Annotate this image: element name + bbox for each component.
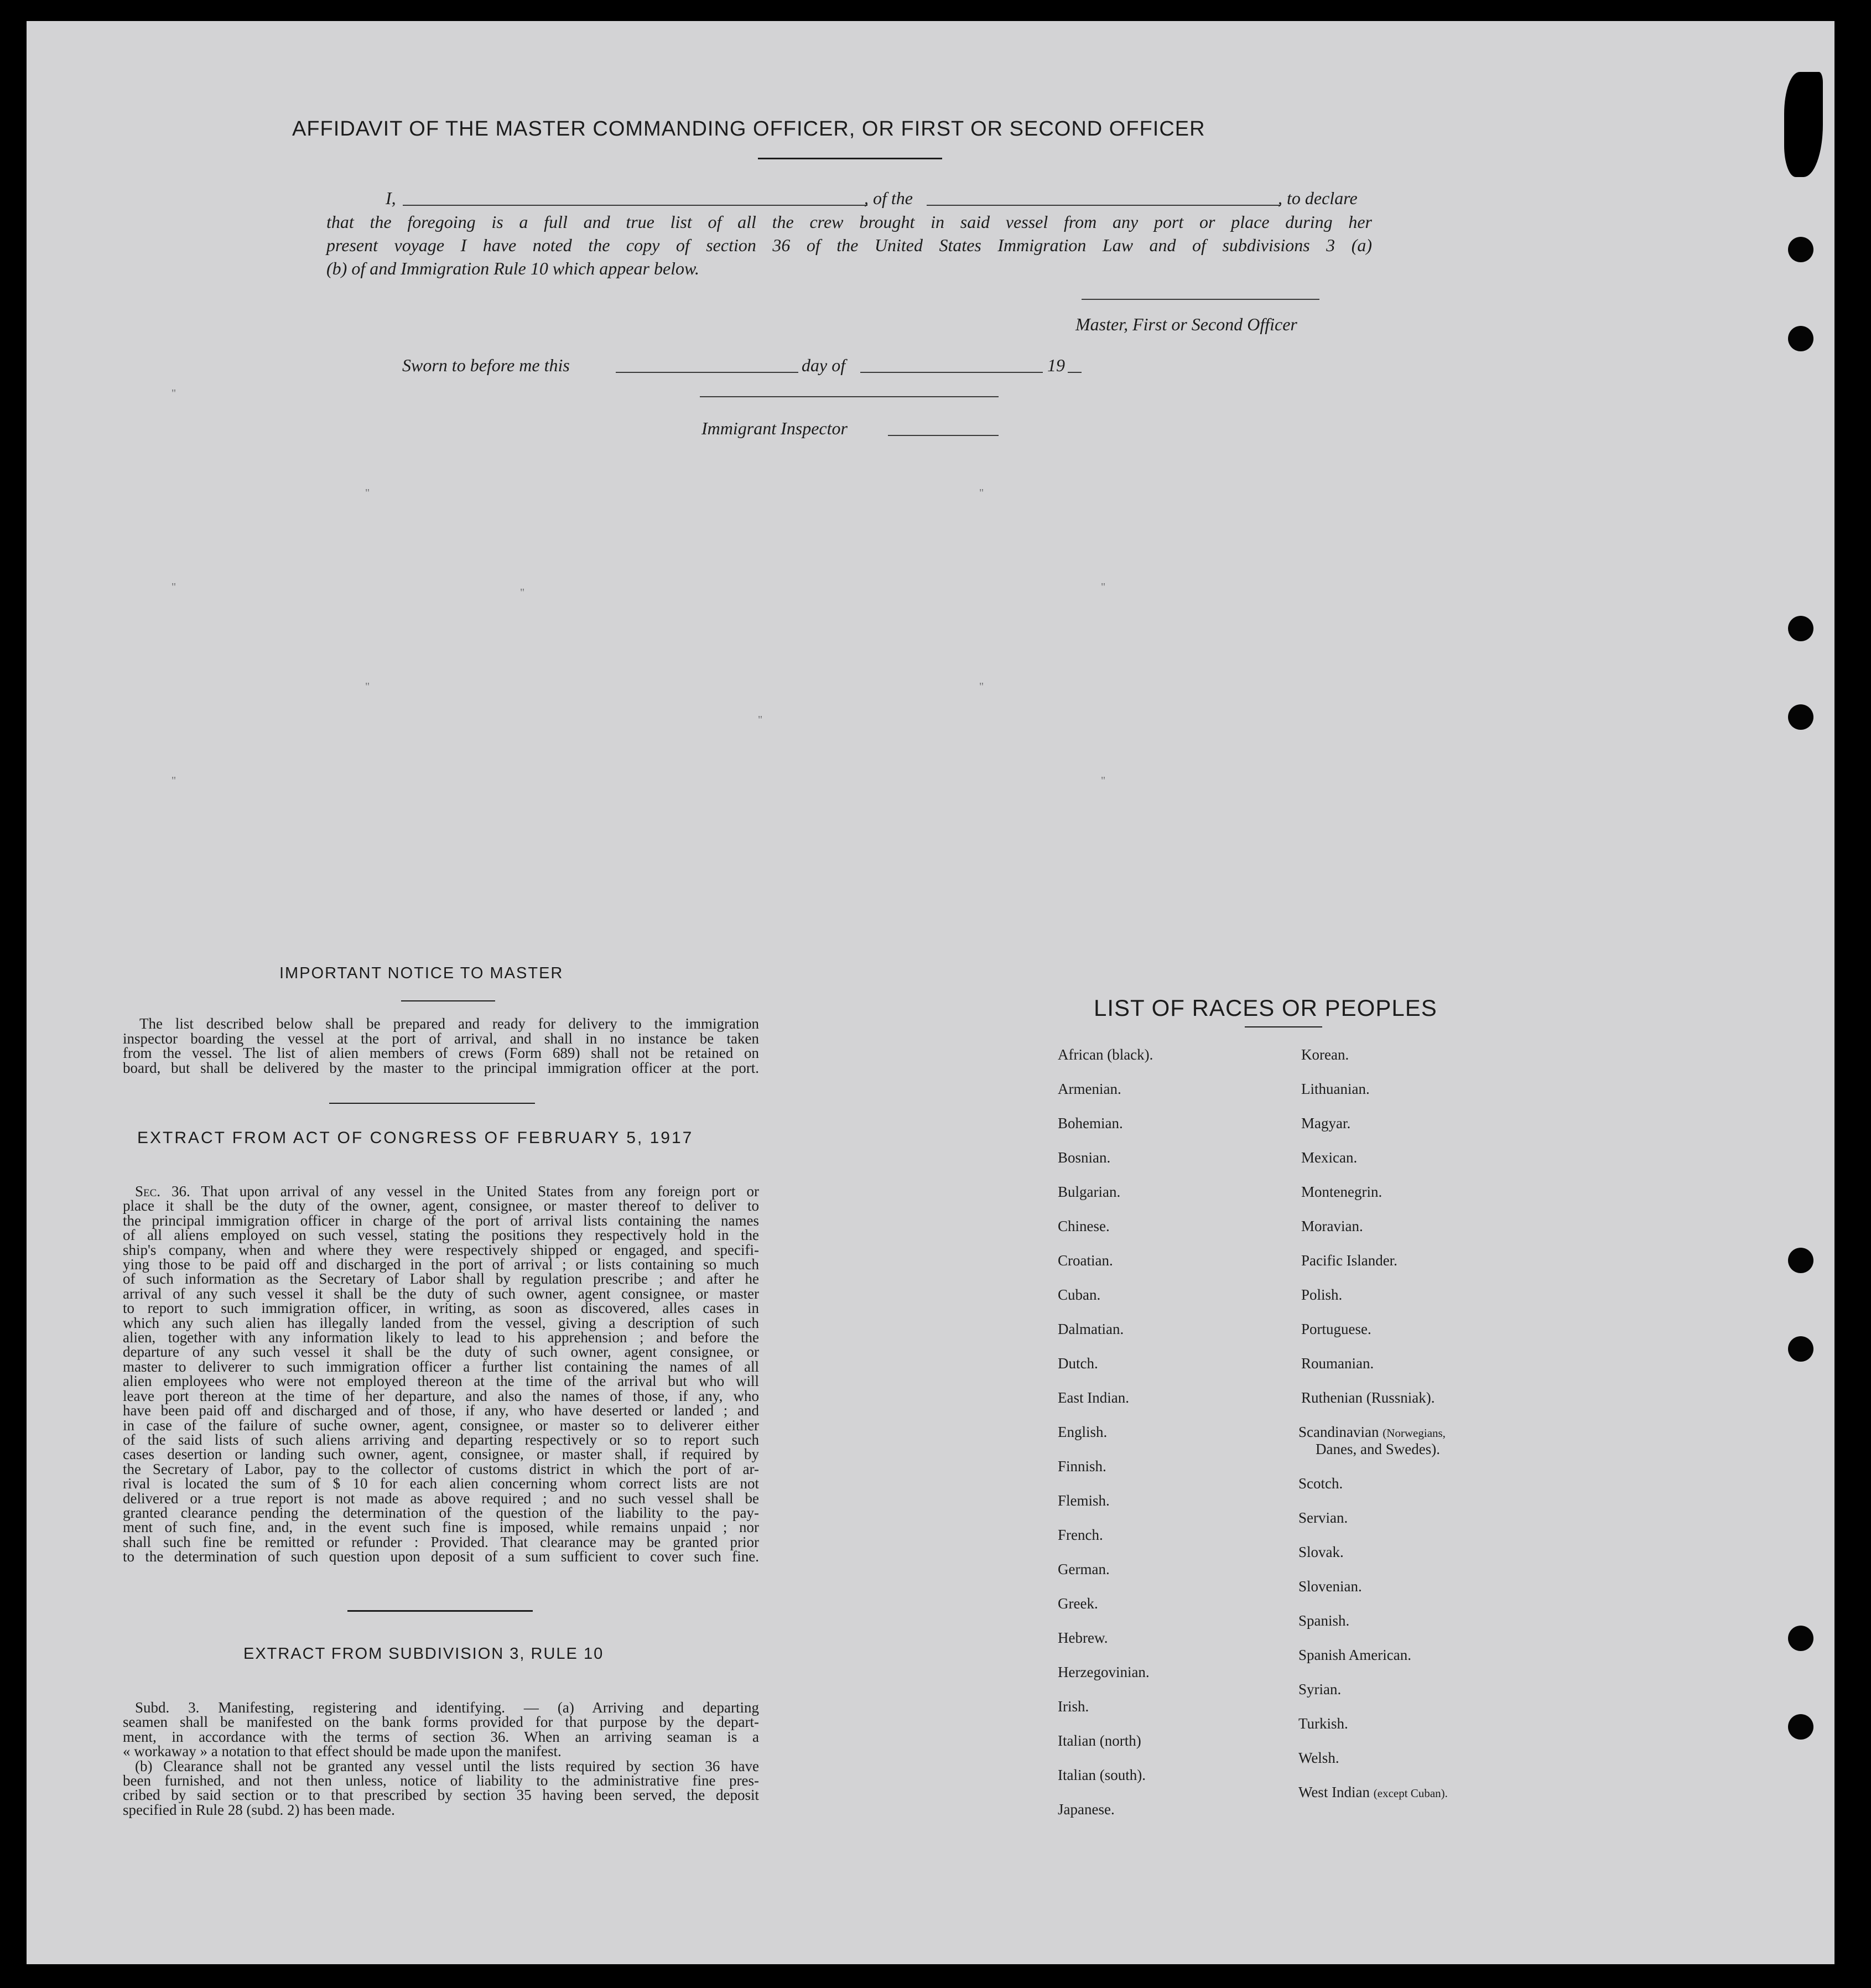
race-label: West Indian xyxy=(1298,1784,1370,1800)
punch-hole xyxy=(1788,1248,1813,1273)
notice-rule xyxy=(401,1000,495,1001)
sworn-month-field[interactable] xyxy=(860,372,1043,373)
race-item: Welsh. xyxy=(1298,1750,1339,1766)
race-item: Montenegrin. xyxy=(1301,1184,1383,1200)
sworn-day-field[interactable] xyxy=(616,372,798,373)
ditto-mark: " xyxy=(365,681,370,693)
races-rule xyxy=(1245,1026,1322,1027)
rule-line: cribed by said section or to that prescribed by section 35 having been served, the deposit xyxy=(123,1787,759,1804)
act-line: of all aliens employed on such vessel, stating the positions they respectively hold in the xyxy=(123,1227,759,1244)
day-of-label: day of xyxy=(802,355,846,375)
race-item xyxy=(1298,1424,1446,1441)
race-item: Italian (north) xyxy=(1058,1732,1141,1749)
race-item: English. xyxy=(1058,1424,1108,1440)
vessel-label: , of the xyxy=(864,188,913,208)
punch-hole xyxy=(1788,1626,1813,1651)
race-item: German. xyxy=(1058,1561,1110,1577)
race-item: Spanish. xyxy=(1298,1612,1350,1629)
section-label: Sec. 36. xyxy=(135,1183,190,1200)
act-line: place it shall be the duty of the owner, agent, consignee, or master thereof to deliver to xyxy=(123,1197,759,1214)
signature-label: Master, First or Second Officer xyxy=(1075,314,1297,334)
race-item: Croatian. xyxy=(1058,1252,1113,1269)
declarant-label: I, xyxy=(386,188,396,208)
rule-line: seamen shall be manifested on the bank forms provided for that purpose by the depart- xyxy=(123,1714,759,1731)
rule-line: (b) Clearance shall not be granted any vessel until the lists required by section 36 have xyxy=(135,1757,759,1774)
affidavit-text-line: (b) of and Immigration Rule 10 which appear below. xyxy=(326,258,699,278)
race-item: French. xyxy=(1058,1527,1103,1543)
punch-hole xyxy=(1788,237,1813,262)
ditto-mark: " xyxy=(758,714,763,726)
race-item: East Indian. xyxy=(1058,1389,1129,1406)
race-note: (except Cuban). xyxy=(1373,1787,1448,1800)
notice-line: board, but shall be delivered by the master to the principal immigration officer at the port. xyxy=(123,1059,759,1076)
race-note: (Norwegians, xyxy=(1383,1426,1446,1440)
ditto-mark: " xyxy=(365,487,370,499)
ditto-mark: " xyxy=(1101,775,1106,787)
race-item: Dalmatian. xyxy=(1058,1321,1124,1337)
race-item: Syrian. xyxy=(1298,1681,1342,1698)
punch-hole xyxy=(1788,704,1813,730)
act-line: Sec. 36. That upon arrival of any vessel in the United States from any foreign port or xyxy=(135,1183,760,1200)
race-item: Finnish. xyxy=(1058,1458,1106,1475)
ditto-mark: " xyxy=(979,487,984,499)
affidavit-text-line: present voyage I have noted the copy of section 36 of the United States Immigration Law and of subdivisions 3 (a) xyxy=(326,235,1372,255)
race-item: Scotch. xyxy=(1298,1475,1343,1492)
year-label: 19 xyxy=(1047,355,1065,375)
punch-hole xyxy=(1788,616,1813,641)
punch-hole xyxy=(1788,326,1813,351)
act-line: in case of the failure of suche owner, agent, consignee, or master so to deliverer either xyxy=(123,1416,759,1434)
act-line: alien, together with any information likely to lead to his apprehension ; and before the xyxy=(123,1329,759,1346)
act-line: ment of such fine, and, in the event such fine is imposed, while remains unpaid ; nor xyxy=(123,1519,759,1536)
act-line: which any such alien has illegally landed from the vessel, giving a description of such xyxy=(123,1314,759,1331)
notice-line: from the vessel. The list of alien members of crews (Form 689) shall not be retained on xyxy=(123,1045,759,1061)
sworn-label: Sworn to before me this xyxy=(402,355,570,375)
form-page xyxy=(27,21,1834,1964)
race-item xyxy=(1298,1784,1448,1801)
declarant-name-field[interactable] xyxy=(403,205,867,206)
act-line: to the determination of such question upon deposit of a sum sufficient to cover such fine. xyxy=(123,1548,759,1565)
race-item: Spanish American. xyxy=(1298,1647,1411,1663)
race-item: Bulgarian. xyxy=(1058,1184,1121,1200)
race-item: Pacific Islander. xyxy=(1301,1252,1397,1269)
races-heading: LIST OF RACES OR PEOPLES xyxy=(1094,995,1437,1021)
act-heading: EXTRACT FROM ACT OF CONGRESS OF FEBRUARY 5, 1917 xyxy=(137,1129,694,1147)
race-item: Irish. xyxy=(1058,1698,1089,1715)
race-item: African (black). xyxy=(1058,1046,1153,1063)
notice-text xyxy=(123,1016,759,1075)
rule-line: Subd. 3. Manifesting, registering and identifying. — (a) Arriving and departing xyxy=(135,1699,759,1716)
punch-hole xyxy=(1788,1714,1813,1740)
affidavit-text-line: that the foregoing is a full and true list of all the crew brought in said vessel from any port or place during her xyxy=(326,212,1372,232)
ditto-mark: " xyxy=(171,775,176,787)
race-item: Mexican. xyxy=(1301,1149,1358,1166)
inspector-signature-field[interactable] xyxy=(700,396,999,397)
ditto-mark: " xyxy=(979,681,984,693)
act-line: master to deliverer to such immigration officer a further list containing the names of all xyxy=(123,1358,759,1375)
act-line: alien employees who were not employed thereon at the time of the arrival but who will xyxy=(123,1373,759,1390)
rule-line: specified in Rule 28 (subd. 2) has been made. xyxy=(123,1801,395,1818)
race-item: Armenian. xyxy=(1058,1081,1121,1097)
notice-divider xyxy=(329,1103,535,1104)
vessel-name-field[interactable] xyxy=(927,205,1281,206)
race-label: Scandinavian xyxy=(1298,1424,1379,1440)
race-item: Korean. xyxy=(1301,1046,1349,1063)
race-item: Magyar. xyxy=(1301,1115,1351,1131)
notice-line: inspector boarding the vessel at the port of arrival, and shall in no instance be taken xyxy=(123,1030,759,1047)
declare-label: , to declare xyxy=(1278,188,1358,208)
act-line: departure of any such vessel it shall be the duty of such owner, agent consignee, or xyxy=(123,1343,759,1361)
race-item: Hebrew. xyxy=(1058,1629,1108,1646)
race-item: Italian (south). xyxy=(1058,1767,1146,1783)
race-item: Moravian. xyxy=(1301,1218,1363,1234)
race-item: Greek. xyxy=(1058,1595,1098,1612)
rule-line: been furnished, and not then unless, notice of liability to the administrative fine pres- xyxy=(123,1772,759,1789)
race-item: Portuguese. xyxy=(1301,1321,1371,1337)
inspector-label: Immigrant Inspector xyxy=(701,418,848,438)
act-line: shall such fine be remitted or refunder : Provided. That clearance may be granted prior xyxy=(123,1533,759,1550)
officer-signature-field[interactable] xyxy=(1082,299,1319,300)
title-rule xyxy=(758,158,942,159)
sworn-year-field[interactable] xyxy=(1068,372,1082,373)
race-item: Cuban. xyxy=(1058,1286,1101,1303)
ditto-mark: " xyxy=(1101,581,1106,593)
rule-heading: EXTRACT FROM SUBDIVISION 3, RULE 10 xyxy=(243,1645,604,1663)
act-line: the principal immigration officer in charge of the port of arrival lists containing the names xyxy=(123,1212,759,1229)
rule-line: « workaway » a notation to that effect should be made upon the manifest. xyxy=(123,1743,562,1760)
act-line: delivered or a true report is not made as above required ; and no such vessel shall be xyxy=(123,1489,759,1507)
act-line: have been paid off and discharged and of those, if any, who have deserted or landed ; and xyxy=(123,1402,759,1419)
torn-edge xyxy=(1784,72,1823,177)
act-line: the Secretary of Labor, pay to the collector of customs district in which the port of ar- xyxy=(123,1460,759,1477)
act-line: ship's company, when and where they were respectively shipped or engaged, and specifi- xyxy=(123,1241,759,1258)
race-item: Japanese. xyxy=(1058,1801,1115,1818)
affidavit-title: AFFIDAVIT OF THE MASTER COMMANDING OFFICER, OR FIRST OR SECOND OFFICER xyxy=(292,117,1205,141)
act-divider xyxy=(347,1610,533,1612)
race-item: Slovak. xyxy=(1298,1544,1344,1560)
ditto-mark: " xyxy=(171,387,176,399)
ditto-mark: " xyxy=(171,581,176,593)
ditto-mark: " xyxy=(520,586,525,599)
act-line: of such information as the Secretary of Labor shall by regulation prescribe ; and after he xyxy=(123,1270,759,1288)
race-item: Bosnian. xyxy=(1058,1149,1111,1166)
act-line: ying those to be paid off and discharged in the port of arrival ; or lists containing so much xyxy=(123,1256,759,1273)
act-line: leave port thereon at the time of her departure, and also the names of those, if any, who xyxy=(123,1387,759,1404)
race-item: Slovenian. xyxy=(1298,1578,1362,1595)
race-item: Polish. xyxy=(1301,1286,1343,1303)
act-line: granted clearance pending the determination of the question of the liability to the pay- xyxy=(123,1504,759,1521)
race-item: Chinese. xyxy=(1058,1218,1110,1234)
act-text xyxy=(123,1184,759,1564)
race-item: Lithuanian. xyxy=(1301,1081,1370,1097)
rule-line: ment, in accordance with the terms of section 36. When an arriving seaman is a xyxy=(123,1728,759,1745)
inspector-name-field[interactable] xyxy=(888,435,999,436)
act-line: to report to such immigration officer, in writing, as soon as discovered, alles cases in xyxy=(123,1300,759,1317)
race-item: Dutch. xyxy=(1058,1355,1098,1372)
act-line: cases desertion or landing such owner, agent, consignee, or master shall, if required by xyxy=(123,1446,759,1463)
race-item: Roumanian. xyxy=(1301,1355,1374,1372)
notice-line: The list described below shall be prepared and ready for delivery to the immigration xyxy=(139,1015,759,1032)
race-item: Bohemian. xyxy=(1058,1115,1123,1131)
race-item: Servian. xyxy=(1298,1509,1348,1526)
act-line: arrival of any such vessel it shall be the duty of such owner, agent consignee, or master xyxy=(123,1285,759,1302)
race-item-continued: Danes, and Swedes). xyxy=(1316,1441,1440,1457)
act-line: rival is located the sum of $ 10 for each alien concerning whom correct lists are not xyxy=(123,1475,759,1492)
race-item: Flemish. xyxy=(1058,1492,1110,1509)
race-item: Herzegovinian. xyxy=(1058,1664,1150,1680)
notice-heading: IMPORTANT NOTICE TO MASTER xyxy=(279,964,564,982)
rule-text xyxy=(123,1700,759,1817)
punch-hole xyxy=(1788,1336,1813,1362)
act-line: of the said lists of such aliens arriving and departing respectively or so to report such xyxy=(123,1431,759,1448)
race-item: Ruthenian (Russniak). xyxy=(1301,1389,1435,1406)
race-item: Turkish. xyxy=(1298,1715,1348,1732)
